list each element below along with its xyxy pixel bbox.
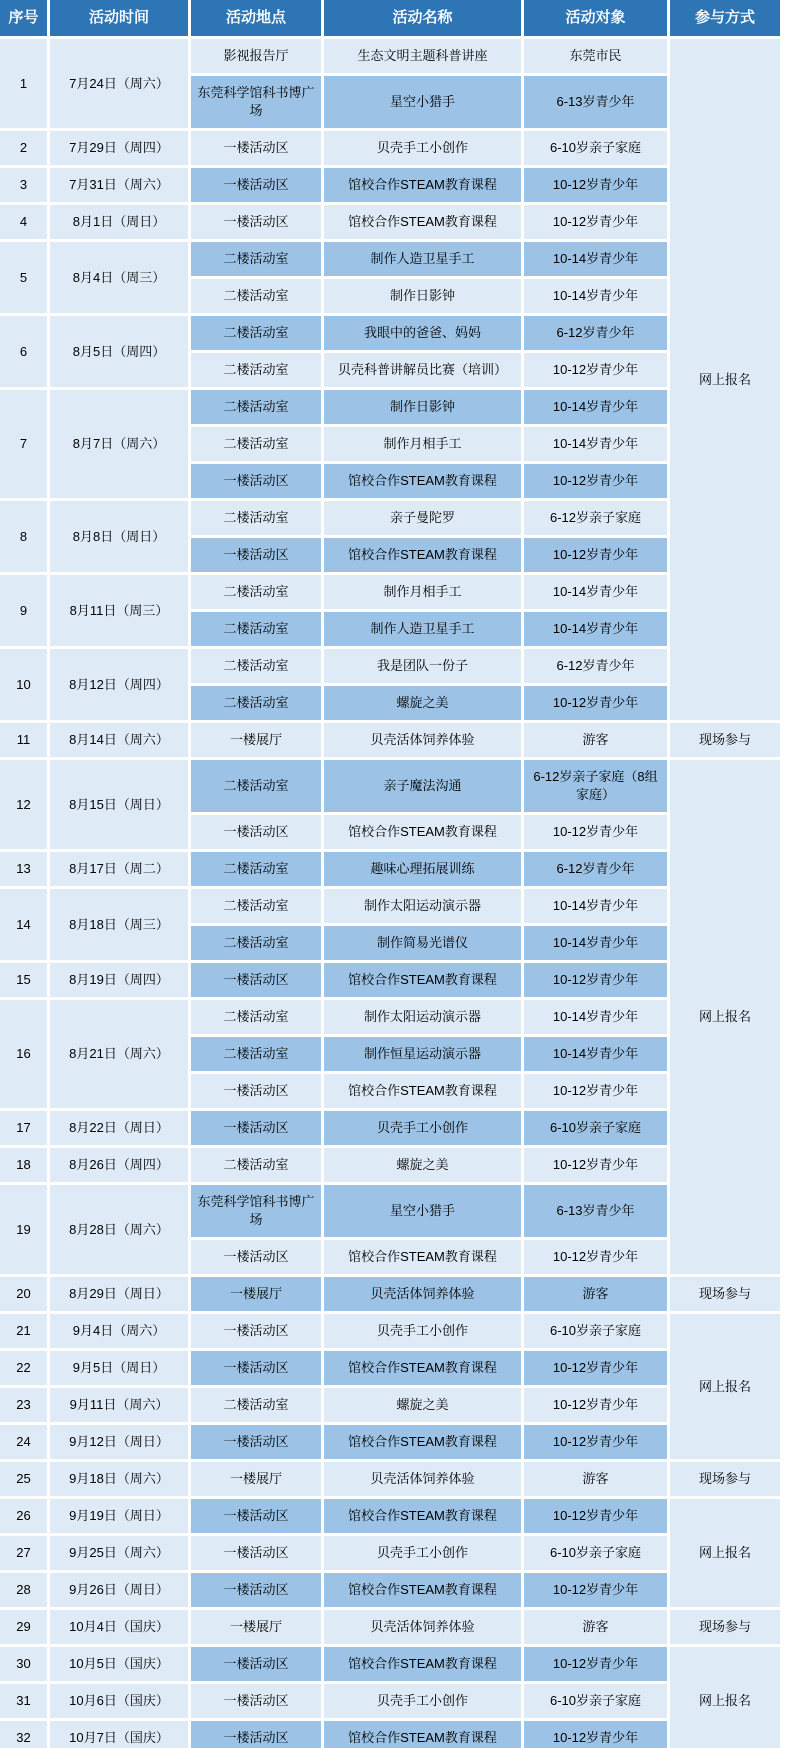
audience-cell: 10-12岁青少年 [524, 168, 667, 202]
audience-cell: 6-10岁亲子家庭 [524, 1536, 667, 1570]
table-row [0, 1610, 780, 1644]
row-number-cell: 17 [0, 1111, 47, 1145]
location-cell: 二楼活动室 [191, 686, 321, 720]
location-cell: 二楼活动室 [191, 316, 321, 350]
date-cell: 7月29日（周四） [50, 131, 188, 165]
activity-name-cell: 贝壳手工小创作 [324, 1684, 521, 1718]
audience-cell: 10-12岁青少年 [524, 963, 667, 997]
table-row [0, 131, 780, 165]
location-cell: 一楼活动区 [191, 205, 321, 239]
activity-name-cell: 馆校合作STEAM教育课程 [324, 1573, 521, 1607]
location-cell: 二楼活动室 [191, 501, 321, 535]
row-number-cell: 11 [0, 723, 47, 757]
audience-cell: 10-14岁青少年 [524, 575, 667, 609]
row-number-cell: 3 [0, 168, 47, 202]
audience-cell: 6-10岁亲子家庭 [524, 1314, 667, 1348]
audience-cell: 10-14岁青少年 [524, 1037, 667, 1071]
activity-name-cell: 贝壳手工小创作 [324, 1536, 521, 1570]
table-row [0, 242, 780, 276]
audience-cell: 10-12岁青少年 [524, 1240, 667, 1274]
activity-name-cell: 制作月相手工 [324, 575, 521, 609]
table-row [0, 1721, 780, 1748]
row-number-cell: 8 [0, 501, 47, 572]
date-cell: 8月18日（周三） [50, 889, 188, 960]
table-row [0, 1277, 780, 1311]
activity-name-cell: 制作日影钟 [324, 390, 521, 424]
audience-cell: 10-12岁青少年 [524, 538, 667, 572]
date-cell: 10月7日（国庆） [50, 1721, 188, 1748]
activity-name-cell: 生态文明主题科普讲座 [324, 39, 521, 73]
header-cell-audience: 活动对象 [524, 0, 667, 36]
location-cell: 一楼展厅 [191, 1277, 321, 1311]
activity-name-cell: 馆校合作STEAM教育课程 [324, 1351, 521, 1385]
audience-cell: 6-12岁亲子家庭（8组家庭） [524, 760, 667, 812]
activity-name-cell: 馆校合作STEAM教育课程 [324, 1425, 521, 1459]
location-cell: 东莞科学馆科书博广场 [191, 1185, 321, 1237]
row-number-cell: 25 [0, 1462, 47, 1496]
activity-name-cell: 制作月相手工 [324, 427, 521, 461]
activity-name-cell: 贝壳活体饲养体验 [324, 1277, 521, 1311]
row-number-cell: 22 [0, 1351, 47, 1385]
location-cell: 一楼活动区 [191, 464, 321, 498]
audience-cell: 10-12岁青少年 [524, 1499, 667, 1533]
date-cell: 8月17日（周二） [50, 852, 188, 886]
participation-cell: 现场参与 [670, 1462, 780, 1496]
activity-name-cell: 馆校合作STEAM教育课程 [324, 1074, 521, 1108]
location-cell: 一楼活动区 [191, 168, 321, 202]
row-number-cell: 32 [0, 1721, 47, 1748]
table-row [0, 390, 780, 424]
date-cell: 8月4日（周三） [50, 242, 188, 313]
date-cell: 8月7日（周六） [50, 390, 188, 498]
date-cell: 8月21日（周六） [50, 1000, 188, 1108]
date-cell: 10月6日（国庆） [50, 1684, 188, 1718]
audience-cell: 游客 [524, 1277, 667, 1311]
table-row [0, 889, 780, 923]
location-cell: 一楼活动区 [191, 131, 321, 165]
audience-cell: 6-13岁青少年 [524, 1185, 667, 1237]
audience-cell: 10-14岁青少年 [524, 279, 667, 313]
row-number-cell: 23 [0, 1388, 47, 1422]
header-cell-time: 活动时间 [50, 0, 188, 36]
table-row [0, 168, 780, 202]
row-number-cell: 7 [0, 390, 47, 498]
header-cell-no: 序号 [0, 0, 47, 36]
location-cell: 一楼活动区 [191, 1684, 321, 1718]
row-number-cell: 16 [0, 1000, 47, 1108]
location-cell: 一楼活动区 [191, 1351, 321, 1385]
date-cell: 8月19日（周四） [50, 963, 188, 997]
activity-name-cell: 贝壳手工小创作 [324, 1314, 521, 1348]
location-cell: 二楼活动室 [191, 279, 321, 313]
date-cell: 9月11日（周六） [50, 1388, 188, 1422]
location-cell: 二楼活动室 [191, 760, 321, 812]
audience-cell: 10-14岁青少年 [524, 390, 667, 424]
row-number-cell: 5 [0, 242, 47, 313]
date-cell: 9月19日（周日） [50, 1499, 188, 1533]
activity-name-cell: 馆校合作STEAM教育课程 [324, 1721, 521, 1748]
date-cell: 8月5日（周四） [50, 316, 188, 387]
table-row [0, 1499, 780, 1533]
location-cell: 东莞科学馆科书博广场 [191, 76, 321, 128]
audience-cell: 10-12岁青少年 [524, 1721, 667, 1748]
location-cell: 一楼活动区 [191, 1240, 321, 1274]
audience-cell: 6-12岁青少年 [524, 316, 667, 350]
date-cell: 9月5日（周日） [50, 1351, 188, 1385]
row-number-cell: 27 [0, 1536, 47, 1570]
location-cell: 一楼活动区 [191, 538, 321, 572]
date-cell: 8月12日（周四） [50, 649, 188, 720]
location-cell: 一楼展厅 [191, 1610, 321, 1644]
table-row [0, 1314, 780, 1348]
row-number-cell: 18 [0, 1148, 47, 1182]
activity-name-cell: 贝壳手工小创作 [324, 1111, 521, 1145]
table-row [0, 575, 780, 609]
row-number-cell: 20 [0, 1277, 47, 1311]
audience-cell: 10-12岁青少年 [524, 1425, 667, 1459]
audience-cell: 10-12岁青少年 [524, 1388, 667, 1422]
table-row [0, 723, 780, 757]
audience-cell: 10-14岁青少年 [524, 889, 667, 923]
location-cell: 二楼活动室 [191, 1148, 321, 1182]
activity-name-cell: 贝壳手工小创作 [324, 131, 521, 165]
activity-name-cell: 我眼中的爸爸、妈妈 [324, 316, 521, 350]
activity-name-cell: 馆校合作STEAM教育课程 [324, 205, 521, 239]
activity-name-cell: 馆校合作STEAM教育课程 [324, 1499, 521, 1533]
audience-cell: 10-12岁青少年 [524, 1148, 667, 1182]
audience-cell: 东莞市民 [524, 39, 667, 73]
activity-name-cell: 螺旋之美 [324, 1388, 521, 1422]
row-number-cell: 9 [0, 575, 47, 646]
date-cell: 9月26日（周日） [50, 1573, 188, 1607]
participation-cell: 网上报名 [670, 1647, 780, 1748]
row-number-cell: 6 [0, 316, 47, 387]
activity-name-cell: 馆校合作STEAM教育课程 [324, 1647, 521, 1681]
date-cell: 8月28日（周六） [50, 1185, 188, 1274]
row-number-cell: 1 [0, 39, 47, 128]
activity-name-cell: 制作太阳运动演示器 [324, 1000, 521, 1034]
table-row [0, 1462, 780, 1496]
table-row [0, 1351, 780, 1385]
date-cell: 8月1日（周日） [50, 205, 188, 239]
audience-cell: 10-12岁青少年 [524, 815, 667, 849]
table-row [0, 501, 780, 535]
audience-cell: 10-14岁青少年 [524, 926, 667, 960]
activity-name-cell: 贝壳科普讲解员比赛（培训） [324, 353, 521, 387]
audience-cell: 10-12岁青少年 [524, 1647, 667, 1681]
activity-name-cell: 馆校合作STEAM教育课程 [324, 963, 521, 997]
location-cell: 二楼活动室 [191, 427, 321, 461]
location-cell: 二楼活动室 [191, 926, 321, 960]
date-cell: 9月12日（周日） [50, 1425, 188, 1459]
audience-cell: 10-14岁青少年 [524, 612, 667, 646]
location-cell: 一楼活动区 [191, 1314, 321, 1348]
audience-cell: 10-12岁青少年 [524, 464, 667, 498]
table-body [0, 39, 780, 1748]
activity-name-cell: 制作人造卫星手工 [324, 612, 521, 646]
location-cell: 二楼活动室 [191, 353, 321, 387]
participation-cell: 现场参与 [670, 1277, 780, 1311]
audience-cell: 6-12岁亲子家庭 [524, 501, 667, 535]
location-cell: 一楼活动区 [191, 1647, 321, 1681]
participation-cell: 现场参与 [670, 723, 780, 757]
location-cell: 二楼活动室 [191, 1000, 321, 1034]
activity-name-cell: 亲子魔法沟通 [324, 760, 521, 812]
audience-cell: 10-12岁青少年 [524, 205, 667, 239]
location-cell: 二楼活动室 [191, 649, 321, 683]
date-cell: 7月31日（周六） [50, 168, 188, 202]
table-row [0, 1684, 780, 1718]
location-cell: 二楼活动室 [191, 575, 321, 609]
row-number-cell: 28 [0, 1573, 47, 1607]
location-cell: 一楼活动区 [191, 1499, 321, 1533]
audience-cell: 10-12岁青少年 [524, 353, 667, 387]
activity-name-cell: 趣味心理拓展训练 [324, 852, 521, 886]
date-cell: 10月4日（国庆） [50, 1610, 188, 1644]
participation-cell: 网上报名 [670, 760, 780, 1274]
audience-cell: 10-14岁青少年 [524, 427, 667, 461]
table-header [0, 0, 780, 36]
location-cell: 一楼活动区 [191, 1425, 321, 1459]
table-row [0, 39, 780, 73]
date-cell: 8月11日（周三） [50, 575, 188, 646]
activity-name-cell: 制作简易光谱仪 [324, 926, 521, 960]
location-cell: 一楼活动区 [191, 815, 321, 849]
row-number-cell: 21 [0, 1314, 47, 1348]
audience-cell: 10-14岁青少年 [524, 242, 667, 276]
row-number-cell: 15 [0, 963, 47, 997]
table-row [0, 1000, 780, 1034]
date-cell: 8月15日（周日） [50, 760, 188, 849]
activity-name-cell: 螺旋之美 [324, 1148, 521, 1182]
table-row [0, 1111, 780, 1145]
activity-name-cell: 星空小猎手 [324, 76, 521, 128]
date-cell: 9月25日（周六） [50, 1536, 188, 1570]
table-row [0, 205, 780, 239]
date-cell: 8月8日（周日） [50, 501, 188, 572]
activity-name-cell: 螺旋之美 [324, 686, 521, 720]
row-number-cell: 10 [0, 649, 47, 720]
table-row [0, 1647, 780, 1681]
table-row [0, 649, 780, 683]
table-row [0, 760, 780, 812]
date-cell: 9月18日（周六） [50, 1462, 188, 1496]
audience-cell: 6-13岁青少年 [524, 76, 667, 128]
audience-cell: 游客 [524, 1610, 667, 1644]
location-cell: 一楼活动区 [191, 1536, 321, 1570]
audience-cell: 6-12岁青少年 [524, 852, 667, 886]
location-cell: 一楼活动区 [191, 1111, 321, 1145]
location-cell: 一楼展厅 [191, 1462, 321, 1496]
table-row [0, 1148, 780, 1182]
row-number-cell: 12 [0, 760, 47, 849]
audience-cell: 游客 [524, 1462, 667, 1496]
row-number-cell: 2 [0, 131, 47, 165]
date-cell: 8月29日（周日） [50, 1277, 188, 1311]
table-row [0, 963, 780, 997]
activity-name-cell: 制作太阳运动演示器 [324, 889, 521, 923]
location-cell: 一楼活动区 [191, 1573, 321, 1607]
activity-name-cell: 馆校合作STEAM教育课程 [324, 1240, 521, 1274]
location-cell: 一楼活动区 [191, 1074, 321, 1108]
audience-cell: 10-12岁青少年 [524, 1074, 667, 1108]
row-number-cell: 31 [0, 1684, 47, 1718]
table-row [0, 316, 780, 350]
location-cell: 二楼活动室 [191, 390, 321, 424]
participation-cell: 网上报名 [670, 1499, 780, 1607]
audience-cell: 6-12岁青少年 [524, 649, 667, 683]
activity-name-cell: 贝壳活体饲养体验 [324, 1462, 521, 1496]
audience-cell: 10-12岁青少年 [524, 1573, 667, 1607]
table-row [0, 852, 780, 886]
table-row [0, 1536, 780, 1570]
audience-cell: 10-12岁青少年 [524, 686, 667, 720]
date-cell: 9月4日（周六） [50, 1314, 188, 1348]
table-row [0, 1388, 780, 1422]
activity-name-cell: 我是团队一份子 [324, 649, 521, 683]
location-cell: 二楼活动室 [191, 852, 321, 886]
audience-cell: 游客 [524, 723, 667, 757]
activity-name-cell: 星空小猎手 [324, 1185, 521, 1237]
table-row [0, 1185, 780, 1237]
audience-cell: 6-10岁亲子家庭 [524, 1111, 667, 1145]
participation-cell: 网上报名 [670, 1314, 780, 1459]
audience-cell: 6-10岁亲子家庭 [524, 131, 667, 165]
activity-name-cell: 馆校合作STEAM教育课程 [324, 464, 521, 498]
date-cell: 7月24日（周六） [50, 39, 188, 128]
location-cell: 一楼活动区 [191, 1721, 321, 1748]
row-number-cell: 14 [0, 889, 47, 960]
audience-cell: 6-10岁亲子家庭 [524, 1684, 667, 1718]
date-cell: 8月26日（周四） [50, 1148, 188, 1182]
header-cell-method: 参与方式 [670, 0, 780, 36]
row-number-cell: 13 [0, 852, 47, 886]
location-cell: 一楼展厅 [191, 723, 321, 757]
location-cell: 一楼活动区 [191, 963, 321, 997]
row-number-cell: 24 [0, 1425, 47, 1459]
activity-name-cell: 制作人造卫星手工 [324, 242, 521, 276]
row-number-cell: 4 [0, 205, 47, 239]
row-number-cell: 29 [0, 1610, 47, 1644]
participation-cell: 现场参与 [670, 1610, 780, 1644]
activity-name-cell: 贝壳活体饲养体验 [324, 723, 521, 757]
activity-name-cell: 贝壳活体饲养体验 [324, 1610, 521, 1644]
location-cell: 影视报告厅 [191, 39, 321, 73]
activity-name-cell: 馆校合作STEAM教育课程 [324, 538, 521, 572]
activity-name-cell: 馆校合作STEAM教育课程 [324, 168, 521, 202]
header-cell-name: 活动名称 [324, 0, 521, 36]
date-cell: 10月5日（国庆） [50, 1647, 188, 1681]
location-cell: 二楼活动室 [191, 1388, 321, 1422]
participation-cell: 网上报名 [670, 39, 780, 720]
activity-name-cell: 制作日影钟 [324, 279, 521, 313]
header-row [0, 0, 780, 36]
location-cell: 二楼活动室 [191, 1037, 321, 1071]
table-row [0, 1425, 780, 1459]
audience-cell: 10-14岁青少年 [524, 1000, 667, 1034]
table-row [0, 1573, 780, 1607]
audience-cell: 10-12岁青少年 [524, 1351, 667, 1385]
row-number-cell: 30 [0, 1647, 47, 1681]
activity-name-cell: 馆校合作STEAM教育课程 [324, 815, 521, 849]
location-cell: 二楼活动室 [191, 889, 321, 923]
location-cell: 二楼活动室 [191, 612, 321, 646]
date-cell: 8月22日（周日） [50, 1111, 188, 1145]
header-cell-location: 活动地点 [191, 0, 321, 36]
activity-name-cell: 亲子曼陀罗 [324, 501, 521, 535]
activity-name-cell: 制作恒星运动演示器 [324, 1037, 521, 1071]
location-cell: 二楼活动室 [191, 242, 321, 276]
date-cell: 8月14日（周六） [50, 723, 188, 757]
row-number-cell: 19 [0, 1185, 47, 1274]
row-number-cell: 26 [0, 1499, 47, 1533]
